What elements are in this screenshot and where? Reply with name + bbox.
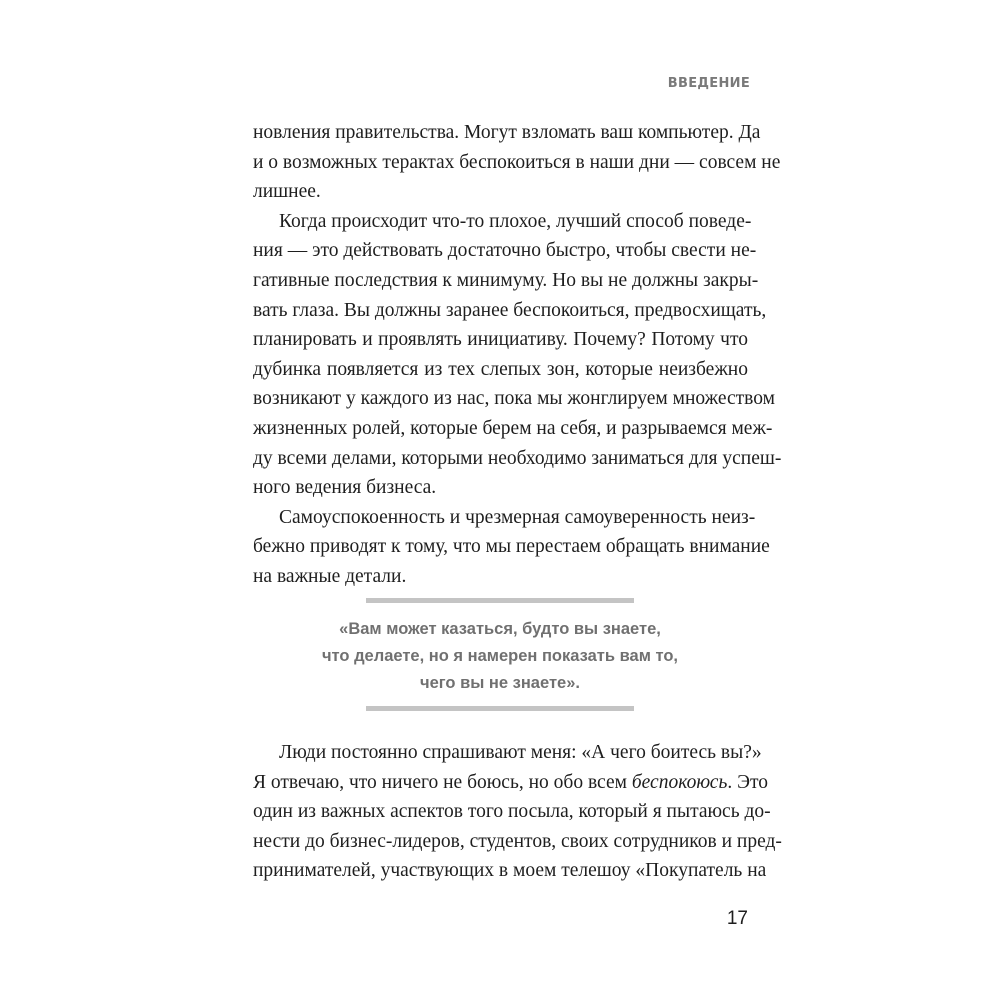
text-run: . Это	[727, 771, 768, 793]
paragraph	[253, 207, 782, 503]
text-line: Люди постоянно спрашивают меня: «А чего боитесь вы?»	[279, 742, 762, 763]
pull-quote-line: чего вы не знаете».	[420, 674, 580, 692]
text-line: Когда происходит что-то плохое, лучший способ поведе-	[279, 210, 752, 232]
body-text-bottom	[253, 738, 782, 886]
text-line: бежно приводят к тому, что мы перестаем обращать внимание	[253, 536, 770, 558]
pull-quote-line: «Вам может казаться, будто вы знаете,	[339, 620, 661, 638]
running-head: ВВЕДЕНИЕ	[667, 76, 750, 91]
text-line: новления правительства. Могут взломать ваш компьютер. Да	[253, 122, 761, 143]
text-line: ду всеми делами, которыми необходимо заниматься для успеш-	[253, 447, 782, 469]
text-line: нести до бизнес-лидеров, студентов, своих сотрудников и пред-	[253, 830, 782, 852]
text-line: возникают у каждого из нас, пока мы жонглируем множеством	[253, 388, 775, 410]
paragraph	[253, 738, 782, 886]
emphasized-word: беспокоюсь	[631, 771, 728, 793]
text-line: один из важных аспектов того посыла, который я пытаюсь до-	[253, 801, 771, 823]
text-line: лишнее.	[253, 181, 321, 203]
text-line: на важные детали.	[253, 565, 407, 587]
text-line: планировать и проявлять инициативу. Почему? Потому что	[253, 329, 748, 351]
paragraph	[253, 503, 770, 592]
text-line: вать глаза. Вы должны заранее беспокоиться, предвосхищать,	[253, 299, 767, 321]
text-line	[253, 768, 768, 798]
text-line: гативные последствия к минимуму. Но вы не должны закры-	[253, 269, 759, 291]
text-line: и о возможных терактах беспокоиться в наши дни — совсем не	[253, 151, 781, 173]
pull-quote	[300, 616, 700, 697]
text-run: Я отвечаю, что ничего не боюсь, но обо всем	[253, 771, 632, 793]
text-line: дубинка появляется из тех слепых зон, которые неизбежно	[253, 358, 748, 380]
body-text-top	[253, 118, 782, 592]
page-number: 17	[726, 908, 748, 929]
text-line: ния — это действовать достаточно быстро, чтобы свести не-	[253, 240, 757, 262]
text-line: жизненных ролей, которые берем на себя, и разрываемся меж-	[253, 417, 773, 439]
paragraph-continued	[253, 118, 781, 207]
text-line: ного ведения бизнеса.	[253, 477, 437, 499]
pull-quote-rule-top	[366, 598, 634, 603]
text-line: Самоуспокоенность и чрезмерная самоуверенность неиз-	[279, 506, 756, 528]
pull-quote-rule-bottom	[366, 706, 634, 711]
text-line: принимателей, участвующих в моем телешоу «Покупатель на	[253, 860, 767, 882]
pull-quote-line: что делаете, но я намерен показать вам то,	[321, 647, 679, 665]
